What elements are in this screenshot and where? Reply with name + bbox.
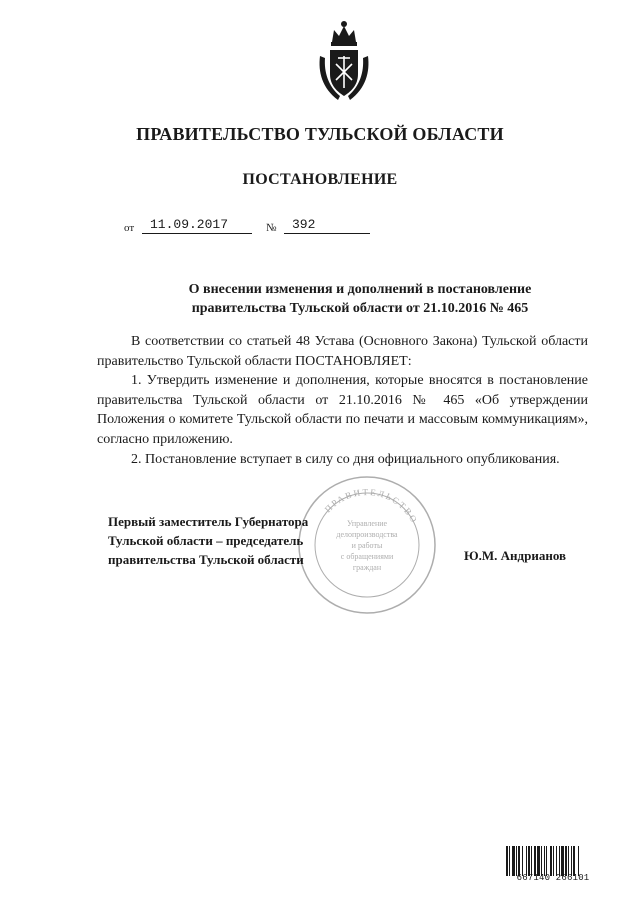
body-paragraph: В соответствии со статьей 48 Устава (Основного Закона) Тульской области правительство Тульской области ПОСТАНОВЛЯЕТ:	[97, 334, 588, 369]
stamp-line-2: делопроизводства	[336, 530, 398, 539]
document-date: 11.09.2017	[142, 218, 252, 234]
signer-title-line-3: правительства Тульской области	[108, 552, 304, 567]
stamp-ring-text: ПРАВИТЕЛЬСТВО	[322, 486, 420, 526]
signer-title	[108, 512, 348, 569]
document-number: 392	[284, 218, 370, 234]
number-prefix: №	[266, 222, 277, 234]
date-number-line	[124, 218, 384, 238]
barcode	[506, 846, 600, 876]
body-item-2: 2. Постановление вступает в силу со дня официального опубликования.	[131, 451, 560, 467]
stamp-line-4: с обращениями	[340, 552, 394, 561]
signer-title-line-2: Тульской области – председатель	[108, 533, 304, 548]
coat-of-arms-icon	[312, 18, 376, 104]
stamp-line-1: Управление	[346, 519, 388, 528]
barcode-number: 667140 266101	[516, 873, 590, 883]
document-body	[97, 332, 588, 469]
document-subject	[100, 280, 620, 318]
stamp-line-3: и работы	[351, 541, 383, 550]
body-item-1: 1. Утвердить изменение и дополнения, которые вносятся в постановление правительства Тульской области от 21.10.2016 № 465 «Об утверждении Положения о комитете Тульской области по печати и массовым коммуникациям», согласно приложению.	[97, 373, 588, 447]
date-prefix: от	[124, 222, 135, 234]
document-type: ПОСТАНОВЛЕНИЕ	[242, 171, 398, 188]
subject-line-2: правительства Тульской области от 21.10.2016 № 465	[191, 301, 529, 316]
organization-title: ПРАВИТЕЛЬСТВО ТУЛЬСКОЙ ОБЛАСТИ	[136, 124, 504, 144]
signer-name: Ю.М. Андрианов	[464, 548, 567, 563]
subject-line-1: О внесении изменения и дополнений в постановление	[188, 282, 532, 297]
stamp-line-5: граждан	[352, 563, 382, 572]
signer-title-line-1: Первый заместитель Губернатора	[108, 514, 309, 529]
